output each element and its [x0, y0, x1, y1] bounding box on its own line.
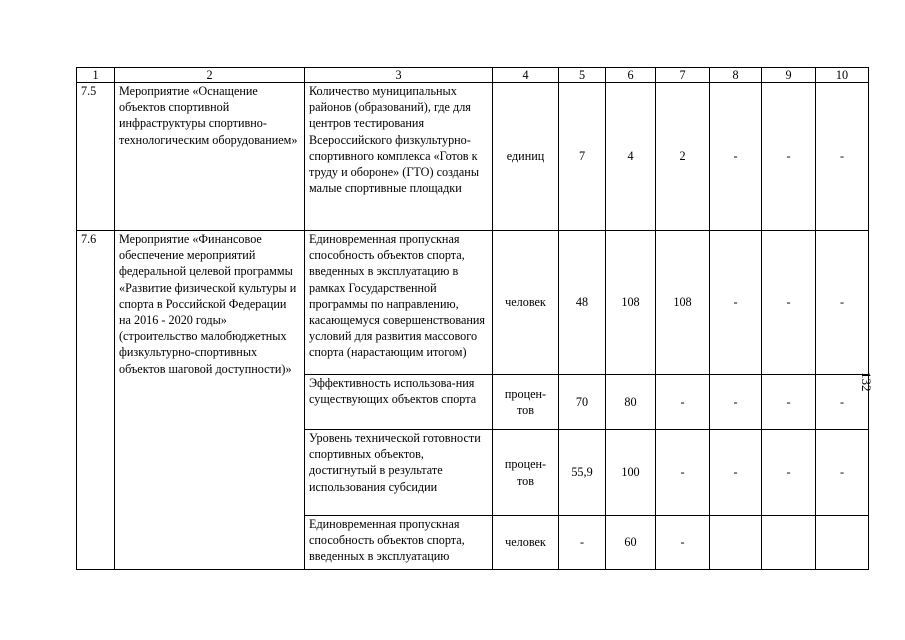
- value-cell: -: [656, 430, 710, 516]
- value-cell: -: [762, 83, 816, 231]
- value-cell: -: [710, 83, 762, 231]
- unit-cell: человек: [493, 516, 559, 570]
- value-cell: -: [656, 375, 710, 430]
- value-cell: -: [816, 231, 869, 375]
- value-cell: -: [816, 83, 869, 231]
- header-cell: 8: [710, 68, 762, 83]
- value-cell: 108: [606, 231, 656, 375]
- indicator-cell: Эффективность использова-ния существующих объектов спорта: [305, 375, 493, 430]
- header-cell: 9: [762, 68, 816, 83]
- indicator-cell: Единовременная пропускная способность объектов спорта, введенных в эксплуатацию: [305, 516, 493, 570]
- header-cell: 7: [656, 68, 710, 83]
- value-cell: 108: [656, 231, 710, 375]
- value-cell: 60: [606, 516, 656, 570]
- value-cell: 70: [559, 375, 606, 430]
- row-number: 7.5: [77, 83, 115, 231]
- header-cell: 5: [559, 68, 606, 83]
- value-cell: -: [762, 231, 816, 375]
- value-cell: 4: [606, 83, 656, 231]
- table-row: [77, 231, 869, 375]
- value-cell: -: [762, 375, 816, 430]
- value-cell: [762, 516, 816, 570]
- unit-cell: процен-тов: [493, 375, 559, 430]
- header-cell: 4: [493, 68, 559, 83]
- value-cell: -: [710, 231, 762, 375]
- indicator-cell: Количество муниципальных районов (образований), где для центров тестирования Всероссийского физкультурно-спортивного комплекса «Готов к труду и обороне» (ГТО) созданы малые спортивные площадки: [305, 83, 493, 231]
- header-cell: 6: [606, 68, 656, 83]
- value-cell: [710, 516, 762, 570]
- header-cell: 3: [305, 68, 493, 83]
- header-cell: 2: [115, 68, 305, 83]
- indicators-table: [76, 67, 869, 570]
- value-cell: 7: [559, 83, 606, 231]
- value-cell: -: [816, 375, 869, 430]
- unit-cell: процен-тов: [493, 430, 559, 516]
- value-cell: 2: [656, 83, 710, 231]
- value-cell: -: [710, 375, 762, 430]
- value-cell: 48: [559, 231, 606, 375]
- value-cell: 80: [606, 375, 656, 430]
- value-cell: -: [559, 516, 606, 570]
- value-cell: -: [816, 430, 869, 516]
- unit-cell: единиц: [493, 83, 559, 231]
- value-cell: -: [762, 430, 816, 516]
- value-cell: -: [710, 430, 762, 516]
- activity-cell: Мероприятие «Финансовое обеспечение мероприятий федеральной целевой программы «Развитие физической культуры и спорта в Российской Федерации на 2016 - 2020 годы» (строительство малобюджетных физкультурно-спортивных объектов шаговой доступности)»: [115, 231, 305, 570]
- page-number: 132: [859, 372, 874, 392]
- value-cell: 100: [606, 430, 656, 516]
- value-cell: -: [656, 516, 710, 570]
- row-number: 7.6: [77, 231, 115, 570]
- value-cell: 55,9: [559, 430, 606, 516]
- activity-cell: Мероприятие «Оснащение объектов спортивной инфраструктуры спортивно-технологическим оборудованием»: [115, 83, 305, 231]
- unit-cell: человек: [493, 231, 559, 375]
- table-row: [77, 83, 869, 231]
- header-cell: 1: [77, 68, 115, 83]
- value-cell: [816, 516, 869, 570]
- indicator-cell: Единовременная пропускная способность объектов спорта, введенных в эксплуатацию в рамках Государственной программы по направлению, касающемуся совершенствования условий для развития массового спорта (нарастающим итогом): [305, 231, 493, 375]
- header-row: [77, 68, 869, 83]
- header-cell: 10: [816, 68, 869, 83]
- indicator-cell: Уровень технической готовности спортивных объектов, достигнутый в результате использования субсидии: [305, 430, 493, 516]
